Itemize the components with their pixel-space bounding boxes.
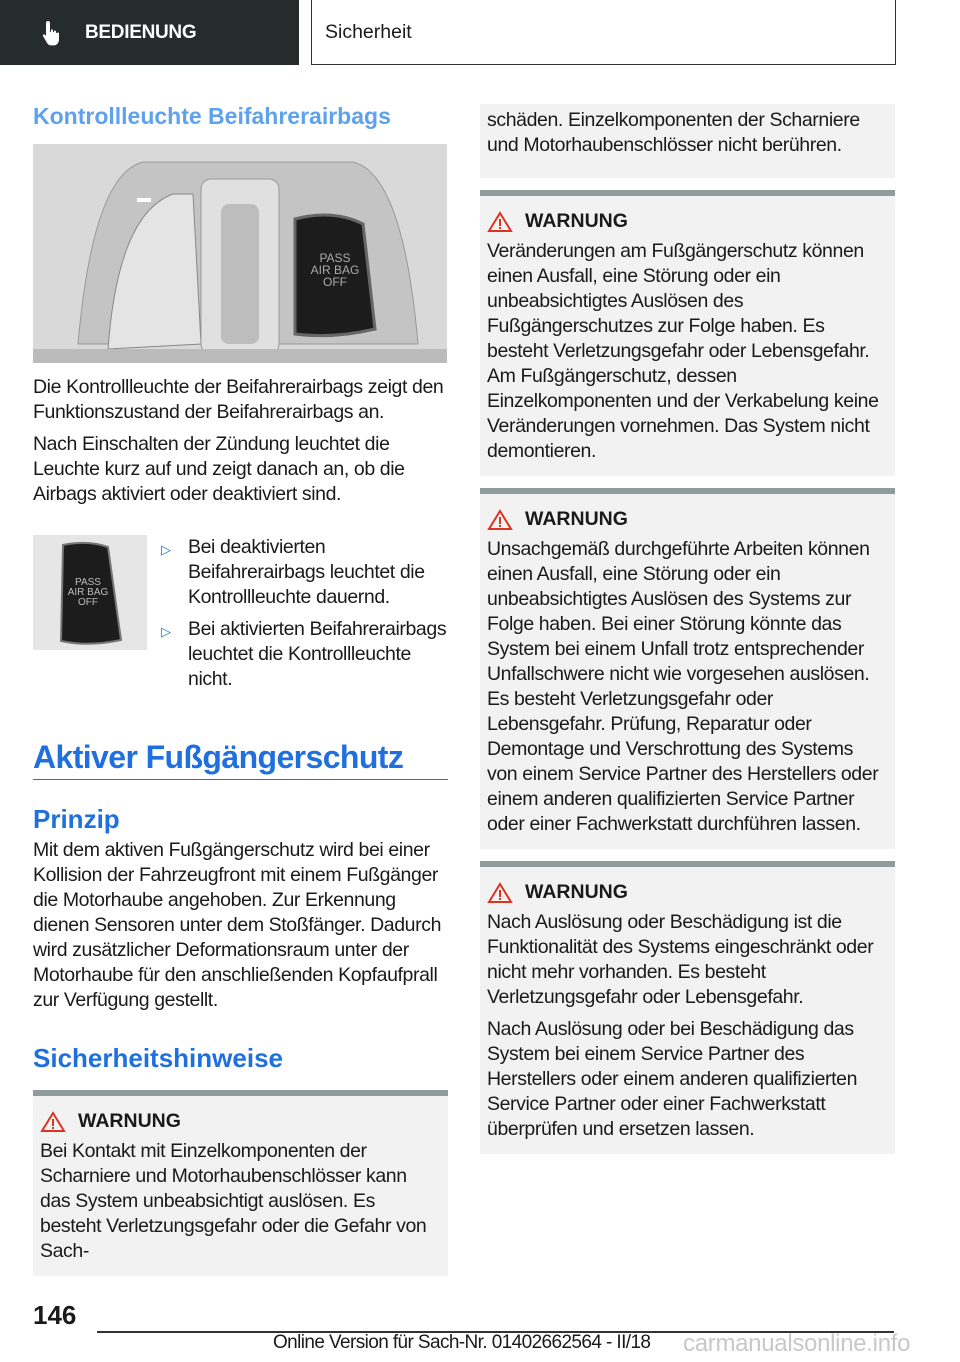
svg-text:AIR BAG: AIR BAG — [310, 263, 360, 277]
heading-airbag-light: Kontrollleuchte Beifahrerairbags — [33, 103, 391, 129]
hand-pointer-icon — [40, 19, 66, 47]
chapter-title: Sicherheit — [325, 20, 412, 43]
svg-text:PASS: PASS — [75, 577, 101, 588]
section-title: BEDIENUNG — [85, 21, 197, 43]
heading-safety: Sicherheitshinweise — [33, 1043, 283, 1073]
warning-triangle-icon — [487, 211, 513, 233]
airbag-panel-image — [33, 144, 447, 363]
list-item: ▷ Bei deaktivierten Beifahrerairbags leuchtet die Kontrollleuchte dauernd. — [161, 536, 425, 608]
warning-box: WARNUNG Veränderungen am Fußgängerschutz können einen Ausfall, eine Störung oder ein unbeabsichtigtes Auslösen des Fußgängerschutzes zur Folge haben. Es besteht Verletzungsgefahr oder Lebensgefahr. Am Fußgängerschutz, dessen Einzelkomponenten und der Verkabelung keine Veränderungen vornehmen. Das System nicht demontieren. — [480, 190, 895, 476]
paragraph: Die Kontrollleuchte der Beifahrerairbags zeigt den Funktionszustand der Beifahrerairbags an. — [33, 376, 444, 423]
paragraph: Mit dem aktiven Fußgängerschutz wird bei einer Kollision der Fahrzeugfront mit einem Fußgänger die Motorhaube angehoben. Zur Erkennung dienen Sensoren unter dem Stoßfänger. Dadurch wird zusätzlicher Deformationsraum unter der Motorhaube für den anschließenden Kopfaufprall zur Verfügung gestellt. — [33, 839, 442, 1011]
warning-continued: schäden. Einzelkomponenten der Scharniere und Motorhaubenschlösser nicht berühren. — [480, 104, 895, 178]
warning-triangle-icon — [487, 882, 513, 904]
left-column — [33, 100, 448, 1276]
triangle-bullet-icon: ▷ — [161, 624, 171, 639]
svg-text:OFF: OFF — [78, 597, 98, 608]
warning-box: WARNUNG Bei Kontakt mit Einzelkomponenten der Scharniere und Motorhaubenschlösser kann das System unbeabsichtigt auslösen. Es besteht Verletzungsgefahr oder die Gefahr von Sach- — [33, 1090, 448, 1276]
watermark: carmanualsonline.info — [683, 1330, 911, 1357]
bullet-list — [161, 535, 448, 699]
list-item: ▷ Bei aktivierten Beifahrerairbags leuchtet die Kontrollleuchte nicht. — [161, 618, 447, 690]
section-tab — [0, 0, 299, 65]
triangle-bullet-icon: ▷ — [161, 542, 171, 557]
svg-text:OFF: OFF — [323, 275, 347, 289]
svg-text:PASS: PASS — [319, 251, 351, 265]
heading-pedestrian-protection: Aktiver Fußgängerschutz — [33, 739, 448, 780]
airbag-off-button-image — [33, 535, 147, 650]
warning-triangle-icon — [487, 509, 513, 531]
footer-text: Online Version für Sach-Nr. 01402662564 - II/18 — [273, 1332, 651, 1353]
warning-box: WARNUNG Unsachgemäß durchgeführte Arbeiten können einen Ausfall, eine Störung oder ein unbeabsichtigtes Auslösen des Systems zur Folge haben. Bei einer Störung könnte das System bei einem Unfall trotz entsprechender Unfallschwere nicht wie vorgesehen auslösen. Es besteht Verletzungsgefahr oder Lebensgefahr. Prüfung, Reparatur oder Demontage und Verschrottung des Systems von einem Service Partner des Herstellers oder einem anderen qualifizierten Service Partner oder einer Fachwerkstatt durchführen lassen. — [480, 488, 895, 849]
chapter-tab — [311, 0, 896, 65]
paragraph: Nach Einschalten der Zündung leuchtet die Leuchte kurz auf und zeigt danach an, ob die Airbags aktiviert oder deaktiviert sind. — [33, 433, 405, 505]
heading-principle: Prinzip — [33, 804, 120, 834]
warning-box: WARNUNG Nach Auslösung oder Beschädigung ist die Funktionalität des Systems eingeschränkt oder nicht mehr vorhanden. Es besteht Verletzungsgefahr oder Lebensgefahr. Nach Auslösung oder bei Beschädigung das System bei einem Service Partner des Herstellers oder einem anderen qualifizierten Service Partner oder einer Fachwerkstatt überprüfen und ersetzen lassen. — [480, 861, 895, 1154]
warning-triangle-icon — [40, 1111, 66, 1133]
page-number: 146 — [33, 1300, 77, 1330]
svg-text:AIR BAG: AIR BAG — [67, 587, 109, 598]
right-column — [480, 104, 895, 1166]
